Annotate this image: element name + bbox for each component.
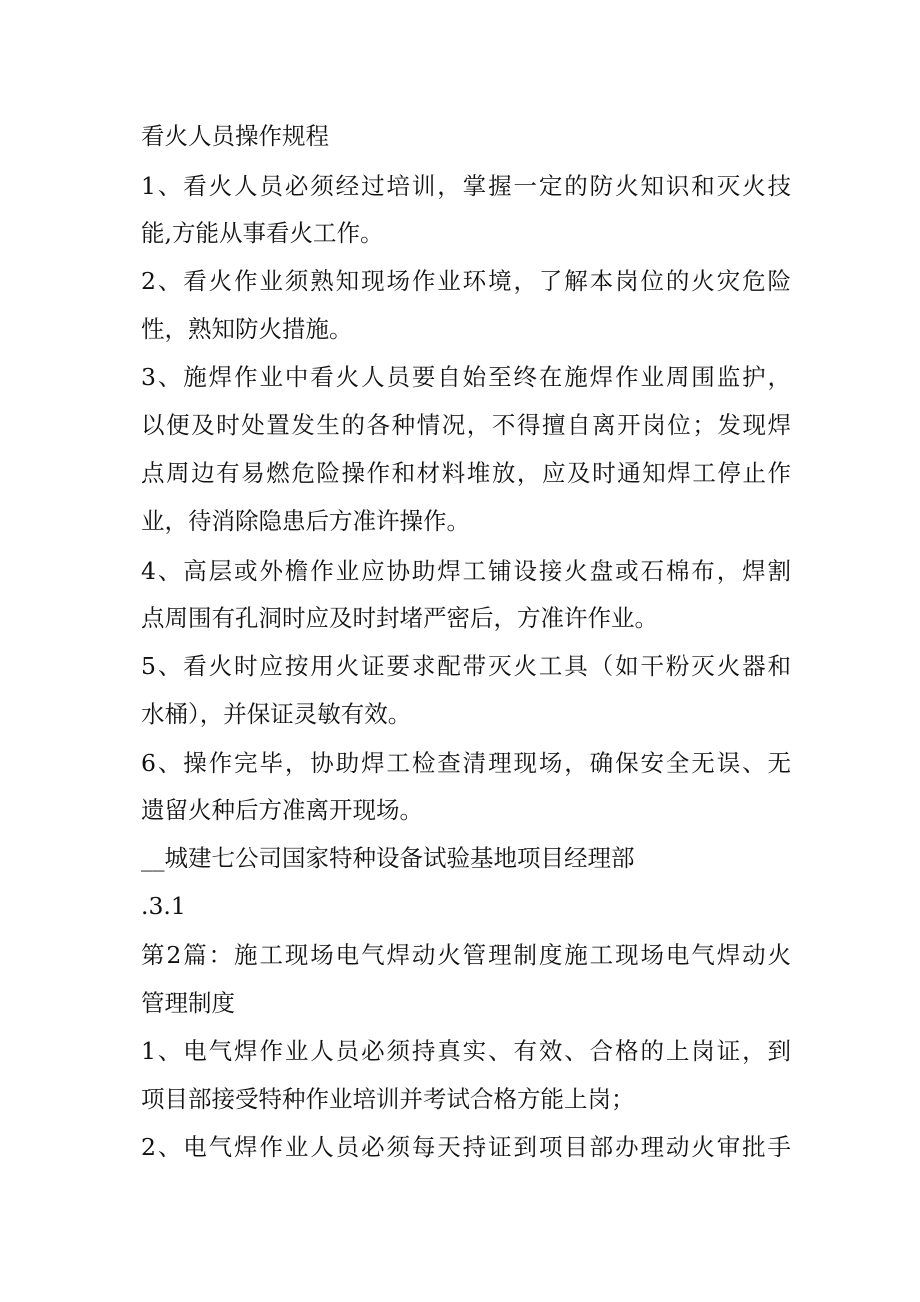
- section-heading-cont: 管理制度: [141, 989, 235, 1017]
- text-line: 业，待消除隐患后方准许操作。: [141, 507, 470, 535]
- text-line: 5、看火时应按用火证要求配带灭火工具（如干粉灭火器和: [141, 652, 791, 680]
- document-title: 看火人员操作规程: [141, 122, 329, 150]
- text-line: 项目部接受特种作业培训并考试合格方能上岗；: [141, 1085, 635, 1113]
- text-line: 1、电气焊作业人员必须持真实、有效、合格的上岗证，到: [141, 1037, 791, 1065]
- text-line: 4、高层或外檐作业应协助焊工铺设接火盘或石棉布，焊割: [141, 557, 791, 585]
- section-heading: 第2篇：施工现场电气焊动火管理制度施工现场电气焊动火: [141, 941, 791, 969]
- text-line: 2、电气焊作业人员必须每天持证到项目部办理动火审批手: [141, 1133, 791, 1161]
- text-line: 以便及时处置发生的各种情况，不得擅自离开岗位；发现焊: [141, 411, 791, 439]
- text-line: 水桶），并保证灵敏有效。: [141, 700, 412, 728]
- text-line: 点周边有易燃危险操作和材料堆放，应及时通知焊工停止作: [141, 459, 791, 487]
- text-line: 性，熟知防火措施。: [141, 315, 353, 343]
- signature-line: __城建七公司国家特种设备试验基地项目经理部: [141, 844, 635, 872]
- text-line: 遗留火种后方准离开现场。: [141, 796, 423, 824]
- text-line: 点周围有孔洞时应及时封堵严密后，方准许作业。: [141, 604, 658, 632]
- text-line: 6、操作完毕，协助焊工检查清理现场，确保安全无误、无: [141, 749, 791, 777]
- text-line: 2、看火作业须熟知现场作业环境，了解本岗位的火灾危险: [141, 267, 791, 295]
- text-line: 1、看火人员必须经过培训，掌握一定的防火知识和灭火技: [141, 172, 791, 200]
- text-line: 能,方能从事看火工作。: [141, 219, 384, 247]
- text-line: 3、施焊作业中看火人员要自始至终在施焊作业周围监护，: [141, 363, 791, 391]
- date-line: .3.1: [141, 892, 186, 920]
